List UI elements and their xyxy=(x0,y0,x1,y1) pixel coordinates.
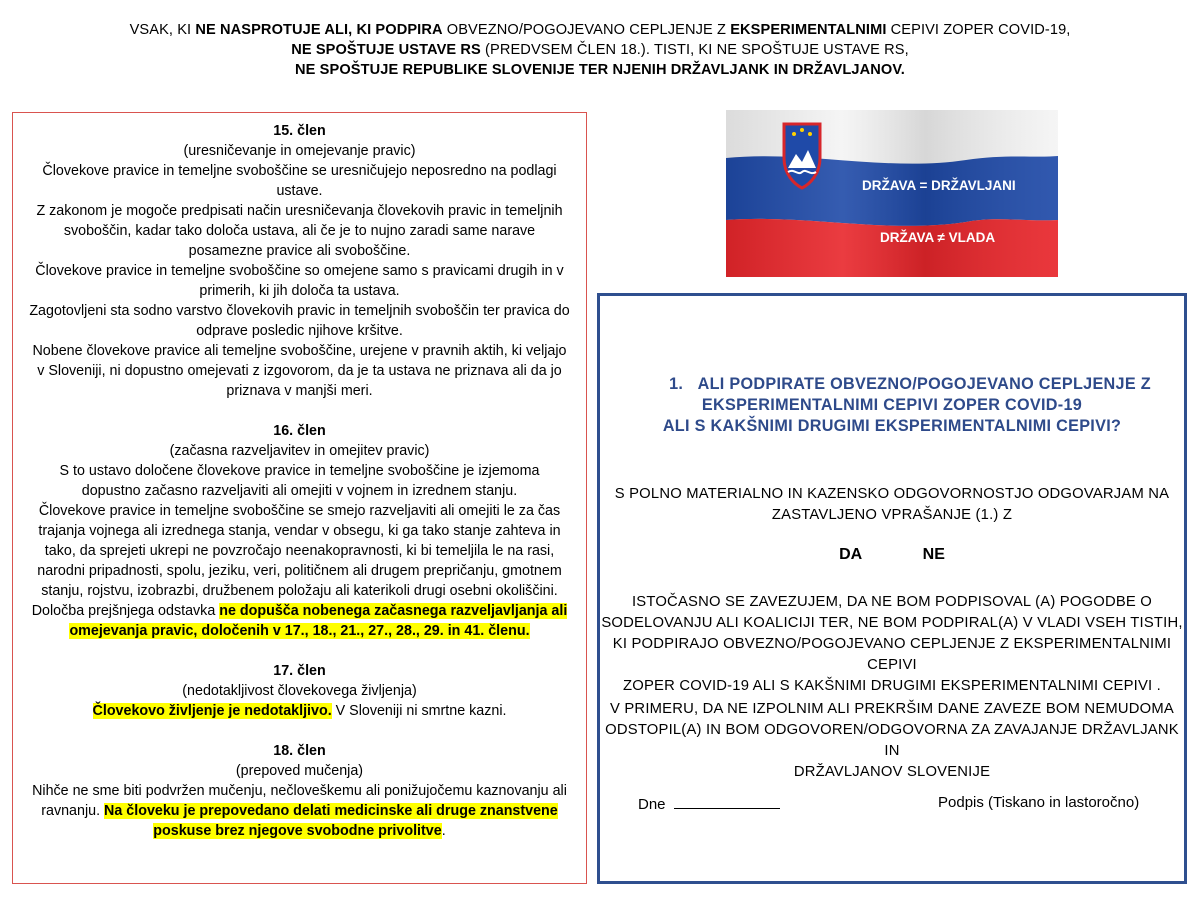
article-paragraph xyxy=(29,501,570,601)
paragraph-text: . xyxy=(441,823,446,839)
article-3 xyxy=(29,741,570,841)
commitment-statement xyxy=(600,592,1184,697)
article-paragraph xyxy=(29,701,570,721)
statement-line-1: S POLNO MATERIALNO IN KAZENSKO ODGOVORNOSTJO ODGOVARJAM NA xyxy=(614,486,1170,502)
consequence-statement xyxy=(600,699,1184,783)
date-label: Dne xyxy=(638,796,666,813)
question-line-2: EKSPERIMENTALNIMI CEPIVI ZOPER COVID-19 xyxy=(701,396,1083,414)
statement-line-2: ZASTAVLJENO VPRAŠANJE (1.) Z xyxy=(771,507,1013,523)
paragraph-text: Človekove pravice in temeljne svoboščine se smejo razveljaviti ali omejiti le za čas trajanja vojnega ali izrednega stanja, vendar v obsegu, ki ga tako stanje zahteva in tako, da sprejeti ukrepi ne povzročajo neenakopravnosti, ki bi temeljila le na rasi, narodni pripadnosti, spolu, jeziku, veri, političnem ali drugem prepričanju, gmotnem stanju, rojstvu, izobrazbi, družbenem položaju ali katerikoli drugi osebni okoliščini. xyxy=(37,503,562,599)
header-line-3 xyxy=(40,60,1160,80)
form-question xyxy=(600,374,1184,437)
article-1 xyxy=(29,421,570,641)
article-title: 18. člen xyxy=(273,743,326,759)
flag-caption-state-citizens: DRŽAVA = DRŽAVLJANI xyxy=(862,178,1016,193)
article-paragraph xyxy=(29,341,570,401)
article-paragraph xyxy=(29,301,570,341)
article-subtitle: (uresničevanje in omejevanje pravic) xyxy=(183,143,416,159)
slovenian-flag-image xyxy=(726,110,1058,277)
consequence-line-2: ODSTOPIL(A) IN BOM ODGOVOREN/ODGOVORNA ZA ZAVAJANJE DRŽAVLJANK IN xyxy=(605,722,1179,759)
header-line1-segment-4: CEPIVI ZOPER COVID-19, xyxy=(886,22,1071,38)
paragraph-text: Z zakonom je mogoče predpisati način uresničevanja človekovih pravic in temeljnih svoboščin, kadar tako določa ustava, ali če je to nujno zaradi same narave posamezne pravice ali svoboščine. xyxy=(36,203,563,259)
paragraph-text: Človekove pravice in temeljne svoboščine so omejene samo s pravicami drugih in v primerih, ki jih določa ta ustava. xyxy=(35,263,564,299)
header-line3-segment-0: NE SPOŠTUJE REPUBLIKE SLOVENIJE TER NJENIH DRŽAVLJANK IN DRŽAVLJANOV. xyxy=(295,62,905,78)
highlighted-text: Človekovo življenje je nedotakljivo. xyxy=(92,703,332,719)
header-line2-segment-1: (PREDVSEM ČLEN 18.). TISTI, KI NE SPOŠTUJE USTAVE RS, xyxy=(480,42,909,58)
header-line2-segment-0: NE SPOŠTUJE USTAVE RS xyxy=(291,42,481,58)
consequence-line-1: V PRIMERU, DA NE IZPOLNIM ALI PREKRŠIM DANE ZAVEZE BOM NEMUDOMA xyxy=(609,701,1174,717)
article-paragraph xyxy=(29,261,570,301)
article-2 xyxy=(29,661,570,721)
commitment-line-2: SODELOVANJU ALI KOALICIJI TER, NE BOM PODPIRAL(A) V VLADI VSEH TISTIH, xyxy=(601,615,1183,631)
date-field xyxy=(638,794,780,813)
header-line1-segment-2: OBVEZNO/POGOJEVANO CEPLJENJE Z xyxy=(442,22,731,38)
paragraph-text: Človekove pravice in temeljne svoboščine se uresničujejo neposredno na podlagi ustave. xyxy=(42,163,557,199)
paragraph-text: Nihče ne sme biti podvržen mučenju, nečloveškemu ali ponižujočemu kaznovanju ali ravnanju. xyxy=(32,783,567,819)
paragraph-text: Zagotovljeni sta sodno varstvo človekovih pravic in temeljnih svoboščin ter pravica do odprave posledic njihove kršitve. xyxy=(29,303,570,339)
signature-field xyxy=(938,794,1139,811)
consequence-line-3: DRŽAVLJANOV SLOVENIJE xyxy=(793,764,991,780)
article-title: 17. člen xyxy=(273,663,326,679)
commitment-line-4: ZOPER COVID-19 ALI S KAKŠNIMI DRUGIMI EKSPERIMENTALNIMI CEPIVI . xyxy=(623,678,1161,694)
article-subtitle: (prepoved mučenja) xyxy=(235,763,364,779)
question-number: 1. xyxy=(669,375,684,393)
highlighted-text: ne dopušča nobenega začasnega razveljavljanja ali omejevanja pravic, določenih v 17., 18., 21., 27., 28., 29. in 41. členu. xyxy=(69,603,568,639)
article-0 xyxy=(29,121,570,401)
date-input-line[interactable] xyxy=(674,794,780,809)
header-line-2 xyxy=(40,40,1160,60)
article-subtitle: (začasna razveljavitev in omejitev pravic) xyxy=(169,443,430,459)
signature-label: Podpis (Tiskano in lastoročno) xyxy=(938,794,1140,811)
paragraph-text: V Sloveniji ni smrtne kazni. xyxy=(331,703,507,719)
commitment-line-3: KI PODPIRAJO OBVEZNO/POGOJEVANO CEPLJENJE Z EKSPERIMENTALNIMI CEPIVI xyxy=(612,636,1172,673)
page-header xyxy=(40,20,1160,80)
article-subtitle: (nedotakljivost človekovega življenja) xyxy=(182,683,417,699)
article-title: 15. člen xyxy=(273,123,326,139)
article-paragraph xyxy=(29,161,570,201)
paragraph-text: Določba prejšnjega odstavka xyxy=(31,603,220,619)
flag-graphic xyxy=(726,110,1058,277)
article-paragraph xyxy=(29,461,570,501)
header-line-1 xyxy=(40,20,1160,40)
responsibility-statement xyxy=(600,484,1184,526)
constitution-articles-panel xyxy=(12,112,587,884)
header-line1-segment-1: NE NASPROTUJE ALI, KI PODPIRA xyxy=(195,22,443,38)
pledge-form-panel xyxy=(597,293,1187,884)
article-paragraph xyxy=(29,781,570,841)
article-paragraph xyxy=(29,201,570,261)
question-line-3: ALI S KAKŠNIMI DRUGIMI EKSPERIMENTALNIMI CEPIVI? xyxy=(662,417,1122,435)
article-paragraph xyxy=(29,601,570,641)
paragraph-text: Nobene človekove pravice ali temeljne svoboščine, urejene v pravnih aktih, ki veljajo v Sloveniji, ni dopustno omejevati z izgovorom, da je ta ustava ne priznava ali da jo priznava v manjši meri. xyxy=(32,343,567,399)
question-line-1 xyxy=(600,374,1184,395)
option-no[interactable]: NE xyxy=(922,546,945,563)
answer-options xyxy=(600,546,1184,564)
article-title: 16. člen xyxy=(273,423,326,439)
highlighted-text: Na človeku je prepovedano delati medicinske ali druge znanstvene poskuse brez njegove svobodne privolitve xyxy=(104,803,558,839)
paragraph-text: S to ustavo določene človekove pravice in temeljne svoboščine je izjemoma dopustno začasno razveljaviti ali omejiti v vojnem in izrednem stanju. xyxy=(59,463,540,499)
commitment-line-1: ISTOČASNO SE ZAVEZUJEM, DA NE BOM PODPISOVAL (A) POGODBE O xyxy=(632,594,1152,610)
flag-caption-state-government: DRŽAVA ≠ VLADA xyxy=(880,230,996,245)
question-line-1-text: ALI PODPIRATE OBVEZNO/POGOJEVANO CEPLJENJE Z xyxy=(697,375,1151,393)
header-line1-segment-3: EKSPERIMENTALNIMI xyxy=(730,22,887,38)
option-yes[interactable]: DA xyxy=(839,546,863,563)
coat-of-arms-icon xyxy=(784,124,820,188)
header-line1-segment-0: VSAK, KI xyxy=(129,22,196,38)
